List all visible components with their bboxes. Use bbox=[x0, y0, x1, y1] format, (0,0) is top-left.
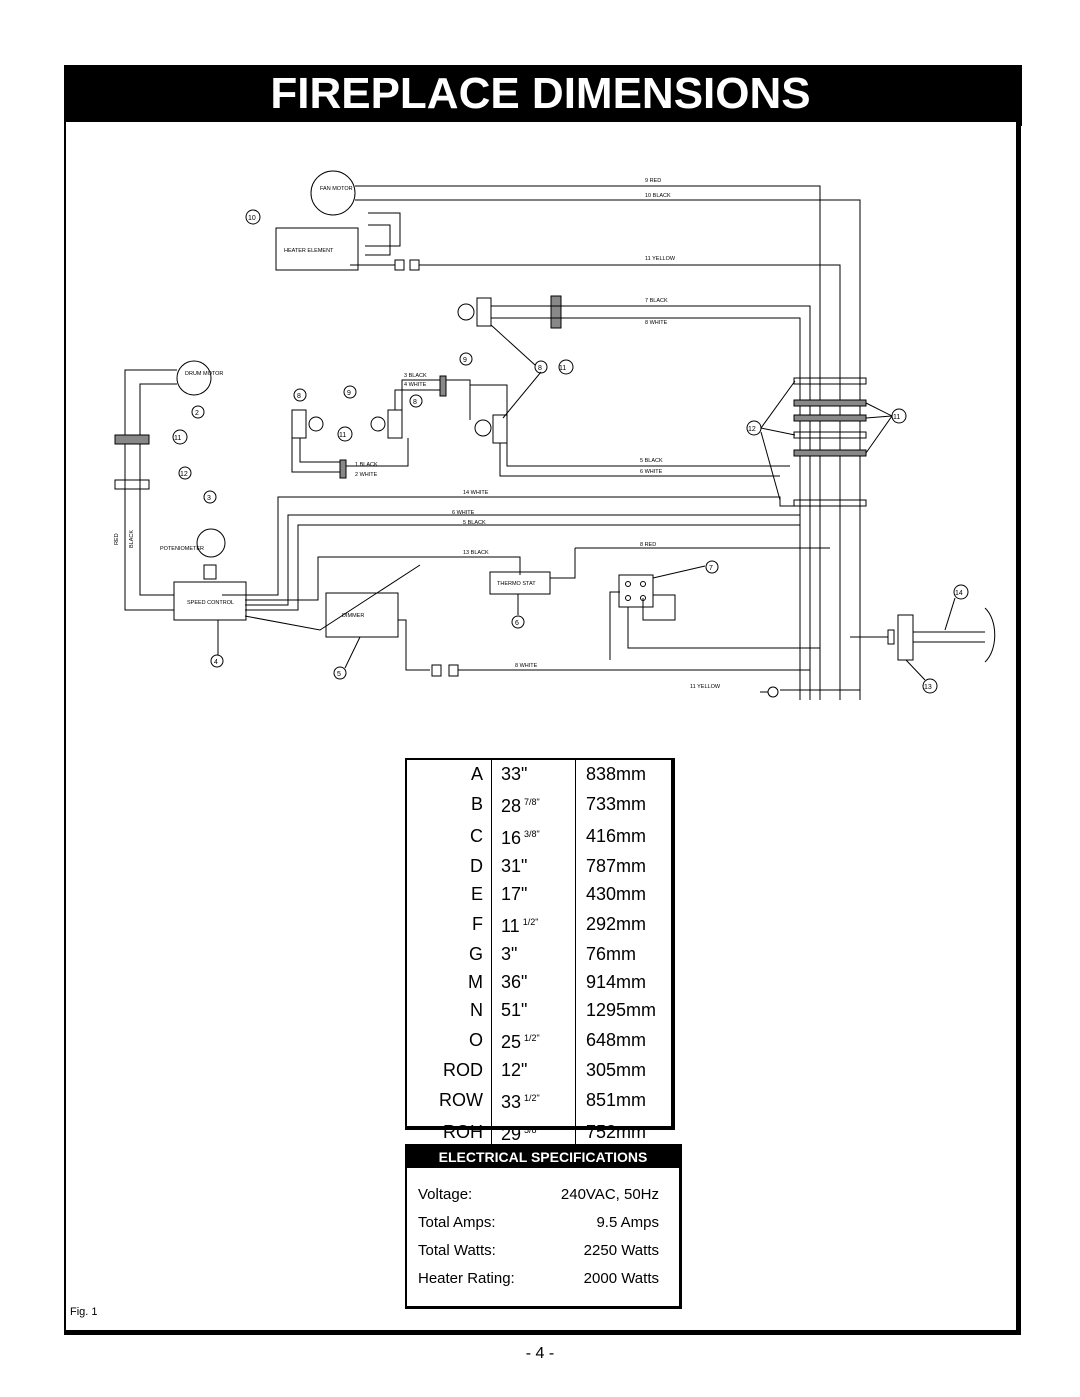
dimension-mm: 648mm bbox=[586, 1030, 647, 1050]
dimension-row bbox=[407, 1024, 671, 1056]
dimension-label: C bbox=[407, 820, 492, 852]
callout-11-right: 11 bbox=[893, 414, 901, 421]
dimension-mm: 787mm bbox=[586, 856, 647, 876]
dimension-mm: 430mm bbox=[586, 884, 647, 904]
dimension-inches-value: 33" bbox=[501, 764, 528, 784]
wire-label-3-black: 3 BLACK bbox=[404, 373, 427, 379]
wire-label-7-black: 7 BLACK bbox=[645, 298, 668, 304]
dimension-inches-value: 3" bbox=[501, 944, 518, 964]
callout-11-top: 11 bbox=[559, 365, 567, 372]
dimension-fraction: 7/8" bbox=[524, 797, 540, 807]
electrical-spec-row bbox=[407, 1206, 679, 1234]
dimension-row bbox=[407, 940, 671, 968]
wire-label-14-white: 14 WHITE bbox=[463, 490, 489, 496]
callout-8-left: 8 bbox=[297, 393, 301, 400]
callout-7: 7 bbox=[709, 565, 713, 572]
wire-label-2-white: 2 WHITE bbox=[355, 472, 378, 478]
dimension-row bbox=[407, 996, 671, 1024]
callout-3: 3 bbox=[207, 495, 211, 502]
wire-label-8-white: 8 WHITE bbox=[645, 320, 668, 326]
dimensions-table bbox=[405, 758, 675, 1144]
dimension-mm: 851mm bbox=[586, 1090, 647, 1110]
electrical-spec-row bbox=[407, 1178, 679, 1206]
electrical-spec-row bbox=[407, 1262, 679, 1290]
dimension-inches-value: 12" bbox=[501, 1060, 528, 1080]
callout-13: 13 bbox=[924, 684, 932, 691]
dimension-mm: 733mm bbox=[586, 794, 647, 814]
dimension-label: F bbox=[407, 908, 492, 940]
callout-12-right: 12 bbox=[748, 426, 756, 433]
wire-label-10-black: 10 BLACK bbox=[645, 193, 671, 199]
dimension-label: M bbox=[407, 968, 492, 996]
electrical-spec-row bbox=[407, 1234, 679, 1262]
dimension-inches-value: 36" bbox=[501, 972, 528, 992]
dimension-inches-value: 25 bbox=[501, 1032, 522, 1052]
dimension-label: G bbox=[407, 940, 492, 968]
dimension-row bbox=[407, 1084, 671, 1116]
spec-key: Total Amps: bbox=[418, 1214, 496, 1231]
dimension-inches bbox=[492, 1024, 576, 1056]
spec-key: Heater Rating: bbox=[418, 1270, 515, 1287]
dimension-label: D bbox=[407, 852, 492, 880]
spec-value: 2250 Watts bbox=[583, 1242, 659, 1259]
dimension-fraction: 3/8" bbox=[524, 829, 540, 839]
dimension-row bbox=[407, 880, 671, 908]
dimension-inches bbox=[492, 908, 576, 940]
dimension-inches bbox=[492, 968, 576, 996]
callout-2: 2 bbox=[195, 410, 199, 417]
drum-motor-label: DRUM MOTOR bbox=[185, 371, 224, 377]
dimension-inches bbox=[492, 760, 576, 788]
dimension-inches bbox=[492, 880, 576, 908]
dimension-label: B bbox=[407, 788, 492, 820]
thermostat-label: THERMO STAT bbox=[497, 581, 536, 587]
dimension-inches-value: 17" bbox=[501, 884, 528, 904]
callout-12-left: 12 bbox=[180, 471, 188, 478]
dimension-mm: 416mm bbox=[586, 826, 647, 846]
dimension-row bbox=[407, 788, 671, 820]
dimension-mm: 76mm bbox=[586, 944, 637, 964]
dimension-label: A bbox=[407, 760, 492, 788]
drum-motor bbox=[177, 361, 211, 395]
dimension-mm: 914mm bbox=[586, 972, 647, 992]
heater-element-label: HEATER ELEMENT bbox=[284, 248, 334, 254]
dimension-inches bbox=[492, 1056, 576, 1084]
dimension-inches-value: 28 bbox=[501, 796, 522, 816]
dimension-label: ROD bbox=[407, 1056, 492, 1084]
dimension-row bbox=[407, 760, 671, 788]
label-black-vertical: BLACK bbox=[129, 529, 135, 548]
dimension-mm: 1295mm bbox=[586, 1000, 657, 1020]
callout-4: 4 bbox=[214, 659, 218, 666]
page-title: FIREPLACE DIMENSIONS bbox=[270, 69, 811, 118]
spec-key: Total Watts: bbox=[418, 1242, 496, 1259]
electrical-specifications-heading: ELECTRICAL SPECIFICATIONS bbox=[407, 1146, 679, 1168]
dimension-row bbox=[407, 820, 671, 852]
fan-motor bbox=[311, 171, 355, 215]
dimension-label: N bbox=[407, 996, 492, 1024]
dimension-mm: 752mm bbox=[586, 1122, 647, 1142]
dimension-fraction: 1/2" bbox=[524, 1093, 540, 1103]
spec-value: 9.5 Amps bbox=[596, 1214, 659, 1231]
callout-6: 6 bbox=[515, 620, 519, 627]
dimension-inches-value: 11 bbox=[501, 916, 520, 936]
wire-label-4-white: 4 WHITE bbox=[404, 382, 427, 388]
dimension-inches-value: 31" bbox=[501, 856, 528, 876]
dimension-inches-value: 33 bbox=[501, 1092, 522, 1112]
dimension-fraction: 1/2" bbox=[524, 1033, 540, 1043]
dimension-inches bbox=[492, 788, 576, 820]
callout-8-mid: 8 bbox=[413, 399, 417, 406]
dimension-inches bbox=[492, 996, 576, 1024]
electrical-specifications bbox=[405, 1144, 682, 1309]
dimension-mm: 292mm bbox=[586, 914, 647, 934]
wire-label-1-black: 1 BLACK bbox=[355, 462, 378, 468]
callout-9-left: 9 bbox=[347, 390, 351, 397]
dimension-inches bbox=[492, 1084, 576, 1116]
wire-label-11-yellow-bottom: 11 YELLOW bbox=[690, 684, 721, 690]
dimension-row bbox=[407, 852, 671, 880]
dimension-fraction: 5/8" bbox=[524, 1125, 540, 1135]
spec-value: 2000 Watts bbox=[583, 1270, 659, 1287]
dimension-row bbox=[407, 968, 671, 996]
dimension-inches bbox=[492, 940, 576, 968]
label-red-vertical: RED bbox=[114, 533, 120, 545]
callout-14: 14 bbox=[955, 590, 963, 597]
wire-label-8-white-bottom: 8 WHITE bbox=[515, 663, 538, 669]
dimension-row bbox=[407, 908, 671, 940]
potentiometer-label: POTENIOMETER bbox=[160, 546, 205, 552]
dimension-mm: 305mm bbox=[586, 1060, 647, 1080]
callout-11-mid: 11 bbox=[339, 432, 347, 439]
wire-label-5-black-right: 5 BLACK bbox=[640, 458, 663, 464]
wire-label-8-red: 8 RED bbox=[640, 542, 657, 548]
wire-label-9-red: 9 RED bbox=[645, 178, 662, 184]
dimension-inches-value: 51" bbox=[501, 1000, 528, 1020]
callout-8-top: 8 bbox=[538, 365, 542, 372]
spec-value: 240VAC, 50Hz bbox=[560, 1186, 659, 1203]
dimension-label: E bbox=[407, 880, 492, 908]
fan-motor-label: FAN MOTOR bbox=[320, 186, 353, 192]
wire-label-6-white-mid: 6 WHITE bbox=[452, 510, 475, 516]
figure-label: Fig. 1 bbox=[70, 1306, 98, 1318]
callout-11-left: 11 bbox=[174, 435, 182, 442]
dimension-row bbox=[407, 1056, 671, 1084]
dimension-mm: 838mm bbox=[586, 764, 647, 784]
wire-label-5-black-mid: 5 BLACK bbox=[463, 520, 486, 526]
page-number: - 4 - bbox=[525, 1345, 555, 1362]
callout-10-text: 10 bbox=[248, 215, 256, 222]
dimension-inches bbox=[492, 852, 576, 880]
callout-5: 5 bbox=[337, 671, 341, 678]
dimension-inches-value: 29 bbox=[501, 1124, 522, 1144]
speed-control-label: SPEED CONTROL bbox=[187, 600, 235, 606]
dimension-inches-value: 16 bbox=[501, 828, 522, 848]
wire-label-6-white-right: 6 WHITE bbox=[640, 469, 663, 475]
dimmer-label: DIMMER bbox=[342, 613, 365, 619]
dimension-label: ROW bbox=[407, 1084, 492, 1116]
dimension-label: ROH bbox=[407, 1116, 492, 1148]
spec-key: Voltage: bbox=[418, 1186, 473, 1203]
callout-9-top: 9 bbox=[463, 357, 467, 364]
dimension-inches bbox=[492, 820, 576, 852]
dimension-fraction: 1/2" bbox=[522, 917, 539, 927]
wire-label-13-black: 13 BLACK bbox=[463, 550, 489, 556]
wire-label-11-yellow-top: 11 YELLOW bbox=[645, 256, 676, 262]
dimension-label: O bbox=[407, 1024, 492, 1056]
